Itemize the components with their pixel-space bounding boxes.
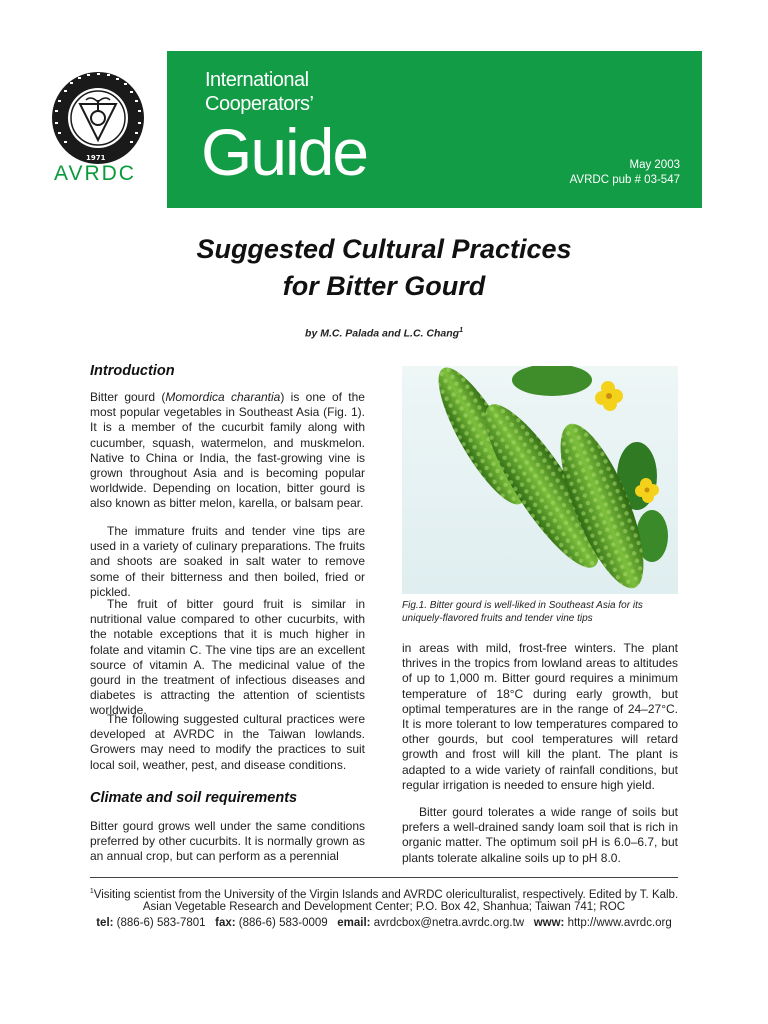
website-link[interactable]: http://www.avrdc.org [567, 917, 672, 929]
banner-cooperators: Cooperators’ [205, 93, 314, 115]
intro-paragraph-4: The following suggested cultural practices were developed at AVRDC in the Taiwan lowlands. Growers may need to modify the practices to suit local soil, weather, pest, and disease conditions. [90, 712, 365, 772]
species-name: Momordica charantia [165, 390, 281, 404]
intro-paragraph-1: Bitter gourd (Momordica charantia) is one of the most popular vegetables in Southeast Asia (Fig. 1). It is a member of the cucurbit family along with cucumber, squash, watermelon, and muskmelon. Native to China or India, the fast-growing vine is grown throughout Asia and is becoming popular worldwide. Depending on location, bitter gourd is also known as bitter melon, karella, or balsam pear. [90, 390, 365, 511]
climate-heading: Climate and soil requirements [90, 790, 298, 806]
banner-guide: Guide [201, 115, 368, 189]
banner-international: International [205, 69, 309, 91]
email-link[interactable]: avrdcbox@netra.avrdc.org.tw [373, 917, 525, 929]
guide-banner [167, 51, 702, 208]
footnote-mark: 1 [89, 888, 94, 895]
www-label: www: [533, 917, 565, 929]
tel-label: tel: [96, 917, 114, 929]
logo-year: 1971 [86, 154, 106, 162]
climate-paragraph-2: Bitter gourd tolerates a wide range of soils but prefers a well-drained sandy loam soil that is rich in organic matter. The optimum soil pH is 6.0–6.7, but plants tolerate alkaline soils up to pH 8.0. [402, 805, 678, 865]
avrdc-seal-logo [50, 70, 146, 166]
fax-label: fax: [215, 917, 236, 929]
footnote-address: Asian Vegetable Research and Development Center; P.O. Box 42, Shanhua; Taiwan 741; ROC [142, 901, 626, 913]
footnote-line-1: $^1$Visiting scientist from the University of the Virgin Islands and AVRDC olericulturalist, respectively. Edited by T. Kalb. [89, 888, 679, 901]
figure-caption: Fig.1. Bitter gourd is well-liked in Southeast Asia for its uniquely-flavored fruits and tender vine tips [402, 600, 643, 624]
byline-text: by M.C. Palada and L.C. Chang [305, 327, 460, 340]
climate-paragraph-1: Bitter gourd grows well under the same conditions preferred by other cucurbits. It is normally grown as an annual crop, but can perform as a perennial [90, 819, 365, 864]
intro-heading: Introduction [90, 363, 175, 379]
tel-number: (886-6) 583-7801 [116, 917, 206, 929]
intro-paragraph-3: The fruit of bitter gourd fruit is similar in nutritional value compared to other cucurbits, with the notable exceptions that it is much higher in folate and vitamin C. The vine tips are an excellent source of vitamin A. The medicinal value of the gourd in the treatment of infectious diseases and diabetes is attracting the attention of scientists worldwide. [90, 597, 365, 718]
byline [0, 327, 768, 340]
banner-date: May 2003 [629, 159, 680, 171]
fax-number: (886-6) 583-0009 [238, 917, 328, 929]
intro-paragraph-2: The immature fruits and tender vine tips are used in a variety of culinary preparations. The fruits and shoots are soaked in salt water to remove some of their bitterness and then boiled, fried or pickled. [90, 524, 365, 599]
title-line-1: Suggested Cultural Practices [196, 234, 572, 264]
bitter-gourd-photo [402, 366, 678, 594]
byline-footnote-mark: 1 [459, 327, 463, 334]
email-label: email: [337, 917, 371, 929]
contact-line [0, 916, 768, 931]
banner-pub-number: AVRDC pub # 03-547 [569, 174, 680, 186]
logo-acronym: AVRDC [54, 162, 136, 185]
footer-divider [90, 877, 678, 878]
climate-paragraph-1-continued: in areas with mild, frost-free winters. The plant thrives in the tropics from lowland areas to altitudes of up to 1,000 m. Bitter gourd requires a minimum temperature of 18°C during early growth, but optimal temperatures are in the range of 24–27°C. It is more tolerant to low temperatures compared to other gourds, but cool temperatures will retard growth and frost will kill the plant. The plant is adapted to a wide variety of rainfall conditions, but regular irrigation is needed to ensure high yield. [402, 641, 678, 792]
title-line-2: for Bitter Gourd [282, 271, 486, 301]
